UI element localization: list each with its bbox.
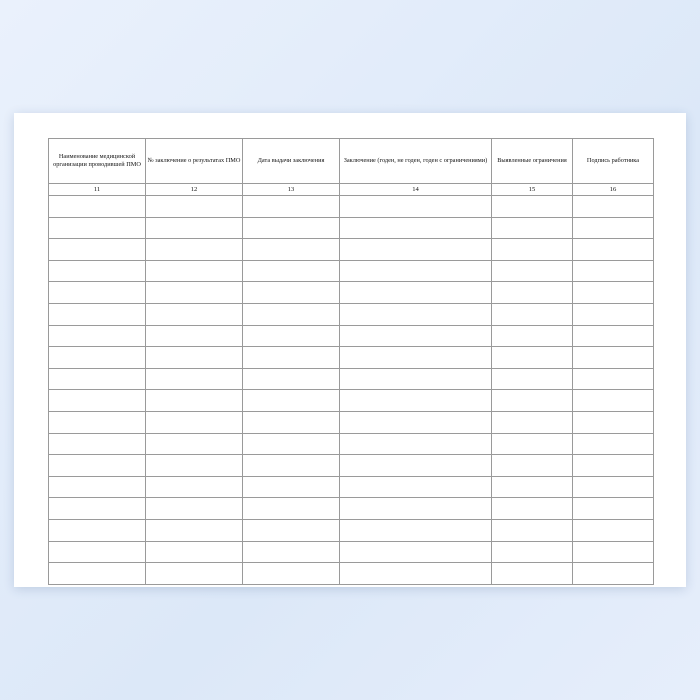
table-cell[interactable] (49, 368, 146, 390)
table-cell[interactable] (243, 563, 340, 585)
table-cell[interactable] (573, 455, 654, 477)
table-cell[interactable] (146, 455, 243, 477)
table-body (49, 196, 654, 585)
column-header-issue-date: Дата выдачи заключения (243, 139, 340, 184)
table-row (49, 368, 654, 390)
table-cell[interactable] (49, 325, 146, 347)
table-cell[interactable] (492, 498, 573, 520)
table-row (49, 239, 654, 261)
table-cell[interactable] (146, 368, 243, 390)
table-row (49, 476, 654, 498)
table-head (49, 139, 654, 196)
table-cell[interactable] (146, 541, 243, 563)
table-row (49, 217, 654, 239)
table-cell[interactable] (573, 433, 654, 455)
column-number-13: 13 (243, 184, 340, 196)
table-row (49, 303, 654, 325)
table-row (49, 563, 654, 585)
column-number-15: 15 (492, 184, 573, 196)
table-cell[interactable] (340, 282, 492, 304)
table-cell[interactable] (340, 260, 492, 282)
table-cell[interactable] (49, 411, 146, 433)
table-cell[interactable] (573, 411, 654, 433)
table-row (49, 325, 654, 347)
table-cell[interactable] (243, 282, 340, 304)
table-cell[interactable] (49, 455, 146, 477)
table-cell[interactable] (243, 196, 340, 218)
table-cell[interactable] (146, 476, 243, 498)
column-number-row (49, 184, 654, 196)
table-cell[interactable] (146, 347, 243, 369)
table-cell[interactable] (243, 239, 340, 261)
column-header-restrictions: Выявленные ограничения (492, 139, 573, 184)
table-cell[interactable] (49, 196, 146, 218)
table-cell[interactable] (573, 217, 654, 239)
table-cell[interactable] (340, 303, 492, 325)
table-cell[interactable] (49, 541, 146, 563)
column-header-conclusion-number: № заключение о результатах ПМО (146, 139, 243, 184)
table-row (49, 260, 654, 282)
table-cell[interactable] (492, 563, 573, 585)
table-cell[interactable] (340, 390, 492, 412)
table-cell[interactable] (340, 217, 492, 239)
table-cell[interactable] (492, 455, 573, 477)
table-cell[interactable] (573, 498, 654, 520)
table-cell[interactable] (49, 282, 146, 304)
table-cell[interactable] (492, 303, 573, 325)
column-number-16: 16 (573, 184, 654, 196)
table-row (49, 541, 654, 563)
column-header-org: Наименование медицинской организации проводившей ПМО (49, 139, 146, 184)
table-cell[interactable] (243, 455, 340, 477)
table-cell[interactable] (492, 196, 573, 218)
table-cell[interactable] (340, 196, 492, 218)
table-cell[interactable] (492, 325, 573, 347)
table-cell[interactable] (492, 390, 573, 412)
table-cell[interactable] (492, 347, 573, 369)
table-cell[interactable] (49, 303, 146, 325)
table-cell[interactable] (573, 325, 654, 347)
table-cell[interactable] (492, 476, 573, 498)
table-cell[interactable] (49, 519, 146, 541)
table-cell[interactable] (146, 325, 243, 347)
table-cell[interactable] (573, 541, 654, 563)
table-cell[interactable] (340, 325, 492, 347)
table-cell[interactable] (146, 217, 243, 239)
table-cell[interactable] (340, 455, 492, 477)
table-cell[interactable] (340, 347, 492, 369)
table-cell[interactable] (340, 563, 492, 585)
table-cell[interactable] (492, 260, 573, 282)
table-cell[interactable] (573, 282, 654, 304)
table-cell[interactable] (146, 282, 243, 304)
table-cell[interactable] (49, 390, 146, 412)
table-cell[interactable] (243, 368, 340, 390)
table-cell[interactable] (492, 217, 573, 239)
table-row (49, 455, 654, 477)
table-cell[interactable] (573, 476, 654, 498)
table-cell[interactable] (573, 303, 654, 325)
table-row (49, 433, 654, 455)
table-cell[interactable] (340, 476, 492, 498)
table-cell[interactable] (49, 498, 146, 520)
column-number-12: 12 (146, 184, 243, 196)
table-cell[interactable] (573, 347, 654, 369)
table-cell[interactable] (492, 541, 573, 563)
paper-sheet (14, 113, 686, 587)
table-cell[interactable] (49, 563, 146, 585)
table-cell[interactable] (49, 476, 146, 498)
table-cell[interactable] (573, 390, 654, 412)
table-cell[interactable] (146, 433, 243, 455)
table-cell[interactable] (243, 260, 340, 282)
table-row (49, 411, 654, 433)
table-cell[interactable] (340, 519, 492, 541)
table-cell[interactable] (573, 563, 654, 585)
table-cell[interactable] (243, 347, 340, 369)
table-cell[interactable] (492, 519, 573, 541)
table-cell[interactable] (146, 563, 243, 585)
table-cell[interactable] (243, 476, 340, 498)
table-cell[interactable] (573, 239, 654, 261)
table-cell[interactable] (49, 217, 146, 239)
table-cell[interactable] (340, 411, 492, 433)
table-cell[interactable] (146, 519, 243, 541)
table-cell[interactable] (146, 303, 243, 325)
table-cell[interactable] (243, 519, 340, 541)
table-cell[interactable] (146, 411, 243, 433)
table-cell[interactable] (573, 519, 654, 541)
table-row (49, 390, 654, 412)
table-cell[interactable] (573, 368, 654, 390)
table-cell[interactable] (573, 196, 654, 218)
table-row (49, 498, 654, 520)
table-row (49, 196, 654, 218)
table-cell[interactable] (340, 368, 492, 390)
table-cell[interactable] (340, 239, 492, 261)
table-row (49, 519, 654, 541)
column-header-conclusion: Заключение (годен, не годен, годен с ограничениями) (340, 139, 492, 184)
column-number-14: 14 (340, 184, 492, 196)
table-cell[interactable] (243, 390, 340, 412)
table-cell[interactable] (492, 433, 573, 455)
table-row (49, 347, 654, 369)
table-cell[interactable] (243, 411, 340, 433)
table-cell[interactable] (340, 433, 492, 455)
table-cell[interactable] (340, 541, 492, 563)
table-cell[interactable] (146, 196, 243, 218)
table-cell[interactable] (492, 411, 573, 433)
header-row (49, 139, 654, 184)
table-cell[interactable] (243, 498, 340, 520)
table-cell[interactable] (492, 282, 573, 304)
table-cell[interactable] (492, 239, 573, 261)
table-cell[interactable] (492, 368, 573, 390)
table-cell[interactable] (243, 303, 340, 325)
table-cell[interactable] (340, 498, 492, 520)
column-number-11: 11 (49, 184, 146, 196)
table-cell[interactable] (243, 217, 340, 239)
table-cell[interactable] (146, 498, 243, 520)
table-cell[interactable] (146, 390, 243, 412)
registry-table (48, 138, 654, 585)
table-cell[interactable] (49, 260, 146, 282)
table-cell[interactable] (146, 239, 243, 261)
table-cell[interactable] (49, 239, 146, 261)
table-cell[interactable] (146, 260, 243, 282)
table-row (49, 282, 654, 304)
table-cell[interactable] (49, 347, 146, 369)
table-cell[interactable] (573, 260, 654, 282)
column-header-signature: Подпись работника (573, 139, 654, 184)
table-container (48, 138, 653, 585)
table-cell[interactable] (49, 433, 146, 455)
table-cell[interactable] (243, 325, 340, 347)
table-cell[interactable] (243, 541, 340, 563)
table-cell[interactable] (243, 433, 340, 455)
